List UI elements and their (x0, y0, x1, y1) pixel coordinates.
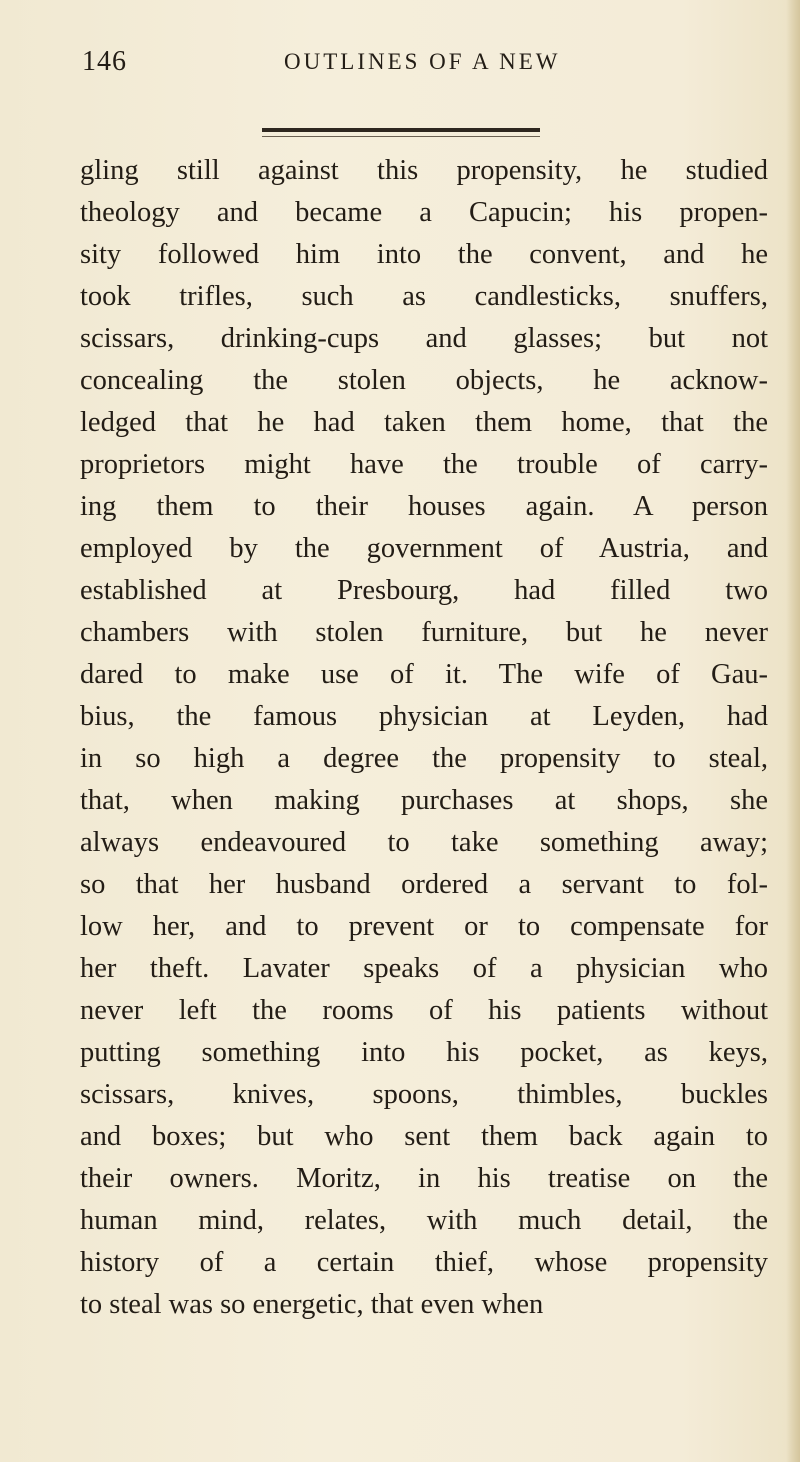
text-line: human mind, relates, with much detail, the (80, 1205, 768, 1236)
text-line: ledged that he had taken them home, that the (80, 407, 768, 438)
text-line: took trifles, such as candlesticks, snuffers, (80, 281, 768, 312)
text-line: their owners. Moritz, in his treatise on the (80, 1163, 768, 1194)
text-line: history of a certain thief, whose propensity (80, 1247, 768, 1278)
running-head: OUTLINES OF A NEW (284, 49, 561, 74)
text-line: and boxes; but who sent them back again to (80, 1121, 768, 1152)
text-line: concealing the stolen objects, he acknow- (80, 365, 768, 396)
header-rule (262, 128, 540, 132)
text-line: bius, the famous physician at Leyden, had (80, 701, 768, 732)
page-header (82, 46, 772, 86)
text-line: established at Presbourg, had filled two (80, 575, 768, 606)
text-line: that, when making purchases at shops, she (80, 785, 768, 816)
text-line: dared to make use of it. The wife of Gau- (80, 659, 768, 690)
text-line: always endeavoured to take something away; (80, 827, 768, 858)
text-line: gling still against this propensity, he studied (80, 155, 768, 186)
text-line: so that her husband ordered a servant to fol- (80, 869, 768, 900)
text-line: sity followed him into the convent, and he (80, 239, 768, 270)
page-number: 146 (82, 46, 127, 77)
body-text (80, 150, 768, 1326)
text-line: putting something into his pocket, as keys, (80, 1037, 768, 1068)
text-line: proprietors might have the trouble of carry- (80, 449, 768, 480)
text-line: in so high a degree the propensity to steal, (80, 743, 768, 774)
header-rule-thin (262, 136, 540, 137)
text-line: ing them to their houses again. A person (80, 491, 768, 522)
text-line: to steal was so energetic, that even when (80, 1289, 544, 1320)
text-line: employed by the government of Austria, and (80, 533, 768, 564)
text-line: scissars, drinking-cups and glasses; but not (80, 323, 768, 354)
text-line: low her, and to prevent or to compensate for (80, 911, 768, 942)
page-edge-shadow (786, 0, 800, 1462)
text-line: her theft. Lavater speaks of a physician who (80, 953, 768, 984)
text-line: theology and became a Capucin; his propen- (80, 197, 768, 228)
text-line: scissars, knives, spoons, thimbles, buckles (80, 1079, 768, 1110)
text-line: chambers with stolen furniture, but he never (80, 617, 768, 648)
text-line: never left the rooms of his patients without (80, 995, 768, 1026)
